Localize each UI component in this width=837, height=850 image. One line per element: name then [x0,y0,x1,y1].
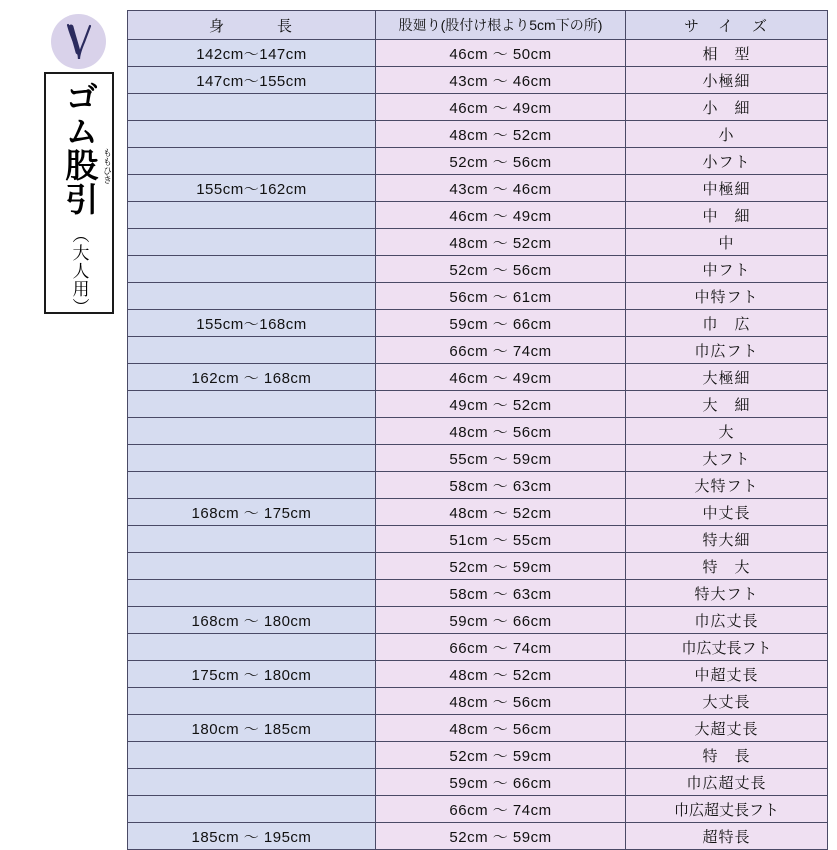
cell-height: 185cm 〜 195cm [128,823,376,850]
cell-waist: 66cm 〜 74cm [376,634,626,661]
cell-waist: 52cm 〜 59cm [376,553,626,580]
cell-waist: 52cm 〜 59cm [376,823,626,850]
cell-height [128,580,376,607]
cell-waist: 56cm 〜 61cm [376,283,626,310]
table-row [128,634,828,661]
header-waist: 股廻り(股付け根より5cm下の所) [376,11,626,40]
table-row [128,418,828,445]
cell-waist: 52cm 〜 56cm [376,148,626,175]
product-title-box [44,72,114,314]
table-row [128,823,828,850]
table-row [128,229,828,256]
cell-height [128,94,376,121]
cell-waist: 52cm 〜 59cm [376,742,626,769]
cell-size: 巾広超丈長 [626,769,828,796]
cell-waist: 46cm 〜 49cm [376,364,626,391]
cell-height [128,391,376,418]
cell-size: 中超丈長 [626,661,828,688]
table-row [128,283,828,310]
table-row [128,796,828,823]
cell-waist: 48cm 〜 52cm [376,499,626,526]
cell-size: 大フト [626,445,828,472]
cell-height [128,526,376,553]
cell-waist: 52cm 〜 56cm [376,256,626,283]
cell-height: 155cm〜162cm [128,175,376,202]
cell-height [128,418,376,445]
table-row [128,445,828,472]
size-table [127,10,828,850]
table-row [128,310,828,337]
cell-waist: 59cm 〜 66cm [376,310,626,337]
cell-waist: 43cm 〜 46cm [376,67,626,94]
cell-size: 特大細 [626,526,828,553]
cell-size: 相 型 [626,40,828,67]
cell-size: 中 [626,229,828,256]
cell-waist: 48cm 〜 52cm [376,661,626,688]
cell-size: 中極細 [626,175,828,202]
cell-size: 大 [626,418,828,445]
cell-waist: 49cm 〜 52cm [376,391,626,418]
table-row [128,580,828,607]
table-row [128,94,828,121]
cell-waist: 58cm 〜 63cm [376,580,626,607]
cell-height [128,202,376,229]
table-row [128,715,828,742]
product-title: ゴム股引 [61,80,99,216]
cell-height [128,229,376,256]
table-row [128,67,828,94]
cell-height: 168cm 〜 180cm [128,607,376,634]
product-subtitle: （大人用） [69,225,89,316]
cell-size: 巾広丈長 [626,607,828,634]
table-row [128,121,828,148]
cell-height [128,445,376,472]
cell-height: 175cm 〜 180cm [128,661,376,688]
cell-size: 小 細 [626,94,828,121]
cell-height [128,796,376,823]
cell-height: 162cm 〜 168cm [128,364,376,391]
cell-size: 大超丈長 [626,715,828,742]
cell-size: 中特フト [626,283,828,310]
header-size: サ イ ズ [626,11,828,40]
cell-waist: 58cm 〜 63cm [376,472,626,499]
cell-waist: 59cm 〜 66cm [376,769,626,796]
table-row [128,256,828,283]
cell-waist: 48cm 〜 56cm [376,688,626,715]
table-header-row [128,11,828,40]
table-row [128,472,828,499]
table-row [128,553,828,580]
cell-waist: 43cm 〜 46cm [376,175,626,202]
header-height: 身 長 [128,11,376,40]
table-row [128,742,828,769]
table-row [128,40,828,67]
table-row [128,526,828,553]
table-row [128,391,828,418]
cell-height [128,256,376,283]
cell-waist: 46cm 〜 50cm [376,40,626,67]
table-row [128,364,828,391]
table-row [128,202,828,229]
cell-height: 142cm〜147cm [128,40,376,67]
table-row [128,499,828,526]
cell-size: 巾 広 [626,310,828,337]
cell-size: 巾広超丈長フト [626,796,828,823]
cell-waist: 51cm 〜 55cm [376,526,626,553]
cell-height [128,553,376,580]
cell-size: 大極細 [626,364,828,391]
cell-size: 特 長 [626,742,828,769]
brush-stroke-logo-icon [51,14,106,69]
cell-size: 大 細 [626,391,828,418]
cell-size: 中丈長 [626,499,828,526]
product-title-ruby: ももひき [102,148,112,184]
cell-waist: 66cm 〜 74cm [376,337,626,364]
cell-waist: 48cm 〜 56cm [376,418,626,445]
cell-height [128,283,376,310]
cell-height [128,742,376,769]
table-row [128,688,828,715]
table-row [128,337,828,364]
cell-size: 小極細 [626,67,828,94]
cell-height: 180cm 〜 185cm [128,715,376,742]
cell-size: 小 [626,121,828,148]
cell-waist: 59cm 〜 66cm [376,607,626,634]
table-row [128,769,828,796]
cell-waist: 46cm 〜 49cm [376,94,626,121]
cell-size: 中フト [626,256,828,283]
cell-height [128,634,376,661]
cell-height: 168cm 〜 175cm [128,499,376,526]
cell-height [128,769,376,796]
cell-height [128,688,376,715]
size-table-body [128,40,828,850]
cell-size: 大特フト [626,472,828,499]
cell-size: 巾広丈長フト [626,634,828,661]
cell-size: 巾広フト [626,337,828,364]
table-row [128,607,828,634]
cell-height [128,337,376,364]
cell-size: 特 大 [626,553,828,580]
table-row [128,148,828,175]
table-row [128,661,828,688]
cell-waist: 48cm 〜 52cm [376,121,626,148]
cell-size: 超特長 [626,823,828,850]
table-row [128,175,828,202]
cell-waist: 66cm 〜 74cm [376,796,626,823]
product-label-panel [44,14,114,314]
cell-waist: 48cm 〜 52cm [376,229,626,256]
cell-waist: 55cm 〜 59cm [376,445,626,472]
size-table-wrapper [127,10,827,850]
cell-waist: 48cm 〜 56cm [376,715,626,742]
cell-size: 中 細 [626,202,828,229]
cell-height [128,472,376,499]
cell-height: 147cm〜155cm [128,67,376,94]
cell-height [128,148,376,175]
cell-height [128,121,376,148]
cell-size: 大丈長 [626,688,828,715]
cell-size: 小フト [626,148,828,175]
cell-size: 特大フト [626,580,828,607]
cell-height: 155cm〜168cm [128,310,376,337]
cell-waist: 46cm 〜 49cm [376,202,626,229]
